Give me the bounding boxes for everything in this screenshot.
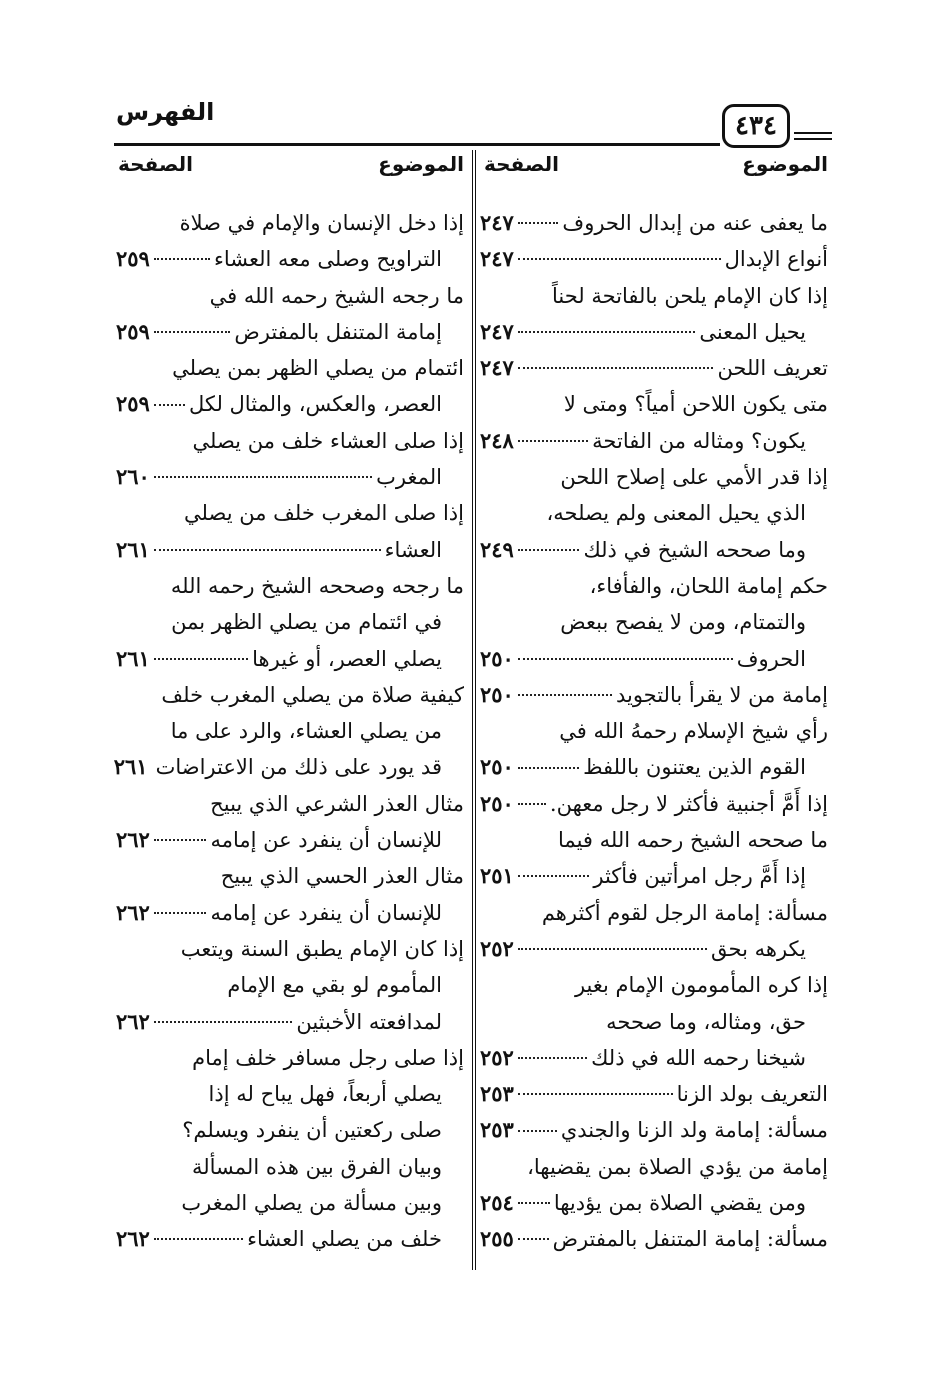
leader-dots <box>154 1021 293 1023</box>
index-entry-line <box>116 386 464 422</box>
left-col-page-label: الصفحة <box>118 152 194 176</box>
index-entry-line <box>480 386 828 422</box>
entry-text: الحروف <box>736 646 806 671</box>
index-entry-line <box>116 1004 464 1040</box>
entry-page-number: ٢٦٢ <box>116 1008 150 1034</box>
entry-text: مثال العذر الشرعي الذي يبيح <box>210 791 464 816</box>
index-entry-line <box>480 495 828 531</box>
column-divider <box>472 150 476 1270</box>
entry-text: إذا صلى العشاء خلف من يصلي <box>192 428 464 453</box>
index-entry-line <box>116 1149 464 1185</box>
entry-page-number: ٢٥٤ <box>480 1190 514 1216</box>
entry-text: للإنسان أن ينفرد عن إمامه <box>210 900 442 925</box>
index-entry-line <box>480 532 828 568</box>
entry-page-number: ٢٤٧ <box>480 355 514 381</box>
index-entry-line <box>116 278 464 314</box>
entry-text: شيخنا رحمه الله في ذلك <box>591 1045 806 1070</box>
entry-text: ائتمام من يصلي الظهر بمن يصلي <box>172 356 464 381</box>
entry-text: ما رجحه الشيخ رحمه الله في <box>209 283 464 308</box>
index-entry-line <box>480 786 828 822</box>
entry-text: إذا صلى المغرب خلف من يصلي <box>184 501 464 526</box>
entry-text: المغرب <box>376 465 442 490</box>
entry-text: إذا كان الإمام يلحن بالفاتحة لحناً <box>551 283 828 308</box>
index-entry-line <box>480 350 828 386</box>
entry-page-number: ٢٥٩ <box>116 318 150 344</box>
index-entry-line <box>480 1076 828 1112</box>
entry-text: في ائتمام من يصلي الظهر بمن <box>171 610 442 635</box>
entry-text: مثال العذر الحسي الذي يبيح <box>220 864 464 889</box>
entry-text: المأموم لو بقي مع الإمام <box>227 973 442 998</box>
index-entry-line <box>480 1185 828 1221</box>
index-entry-line <box>480 1112 828 1148</box>
entry-page-number: ٢٦٢ <box>116 899 150 925</box>
leader-dots <box>518 658 733 660</box>
entry-text: إذا دخل الإنسان والإمام في صلاة <box>179 211 464 235</box>
index-entry-line <box>480 423 828 459</box>
entry-page-number: ٢٥٠ <box>480 754 514 780</box>
leader-dots <box>518 694 612 696</box>
entry-page-number: ٢٦١ <box>116 536 150 562</box>
header-rule-right-2 <box>794 138 832 140</box>
header-rule <box>114 143 720 146</box>
entry-page-number: ٢٤٧ <box>480 318 514 344</box>
entry-page-number: ٢٤٨ <box>480 427 514 453</box>
index-entry-line <box>480 459 828 495</box>
entry-text: للإنسان أن ينفرد عن إمامه <box>210 828 442 853</box>
index-entry-line <box>480 895 828 931</box>
entry-text: إذا أَمَّ رجل امرأتين فأكثر <box>593 864 806 889</box>
entry-text: إذا صلى رجل مسافر خلف إمام <box>192 1045 464 1070</box>
index-entry-line <box>116 858 464 894</box>
entry-text: إذا كره المأمومون الإمام بغير <box>574 973 828 998</box>
entry-text: يكون؟ ومثاله من الفاتحة <box>592 428 806 453</box>
index-entry-line <box>116 1221 464 1257</box>
entry-text: القوم الذين يعتنون باللفظ <box>583 755 806 780</box>
entry-text: إذا أَمَّ أجنبية فأكثر لا رجل معهن. <box>549 791 828 816</box>
leader-dots <box>518 222 559 224</box>
entry-text: أنواع الإبدال <box>724 247 828 272</box>
index-entry-line <box>116 931 464 967</box>
entry-page-number: ٢٤٩ <box>480 536 514 562</box>
entry-page-number: ٢٥٣ <box>480 1081 514 1107</box>
entry-text: مسألة: إمامة المتنفل بالمفترض <box>552 1227 828 1252</box>
index-entry-line <box>480 1004 828 1040</box>
leader-dots <box>154 476 372 478</box>
leader-dots <box>518 331 695 333</box>
index-entry-line <box>480 641 828 677</box>
entry-page-number: ٢٥١ <box>480 863 514 889</box>
leader-dots <box>518 767 579 769</box>
leader-dots <box>518 1238 549 1240</box>
entry-text: وبيان الفرق بين هذه المسألة <box>191 1154 442 1179</box>
index-entry-line <box>116 205 464 241</box>
right-col-topic-label: الموضوع <box>742 152 828 176</box>
index-entry-line <box>116 641 464 677</box>
index-entry-line <box>480 1149 828 1185</box>
leader-dots <box>154 912 207 914</box>
leader-dots <box>518 440 588 442</box>
index-entry-line <box>480 677 828 713</box>
left-column <box>113 205 464 1258</box>
entry-page-number: ٢٥٠ <box>480 645 514 671</box>
entry-text: إمامة من لا يقرأ بالتجويد <box>615 682 828 707</box>
entry-text: مسألة: إمامة ولد الزنا والجندي <box>560 1118 828 1143</box>
entry-text: العشاء <box>384 537 442 562</box>
index-entry-line <box>480 1040 828 1076</box>
index-entry-line <box>480 822 828 858</box>
entry-text: يصلي أربعاً، فهل يباح له إذا <box>208 1082 442 1107</box>
index-entry-line <box>116 350 464 386</box>
entry-text: العصر، والعكس، والمثال لكل <box>188 392 442 417</box>
index-entry-line <box>116 822 464 858</box>
entry-text: إذا قدر الأمي على إصلاح اللحن <box>560 465 828 490</box>
leader-dots <box>518 875 590 877</box>
entry-text: التعريف بولد الزنا <box>676 1082 828 1107</box>
entry-page-number: ٢٦٢ <box>116 1226 150 1252</box>
entry-page-number: ٢٤٧ <box>480 210 514 235</box>
entry-text: إمامة المتنفل بالمفترض <box>234 319 442 344</box>
leader-dots <box>154 549 381 551</box>
entry-text: صلى ركعتين أن ينفرد ويسلم؟ <box>182 1118 442 1143</box>
entry-text: ما رجحه وصححه الشيخ رحمه الله <box>170 573 464 598</box>
entry-page-number: ٢٥٠ <box>480 681 514 707</box>
index-entry-line <box>480 713 828 749</box>
index-entry-line <box>116 895 464 931</box>
index-entry-line <box>480 749 828 785</box>
entry-text: مسألة: إمامة الرجل لقوم أكثرهم <box>541 900 828 925</box>
entry-text: وما صححه الشيخ في ذلك <box>583 537 806 562</box>
leader-dots <box>518 1057 587 1059</box>
entry-text: لمدافعته الأخبثين <box>296 1009 442 1034</box>
entry-text: تعريف اللحن <box>717 356 828 381</box>
leader-dots <box>518 258 721 260</box>
entry-text: حكم إمامة اللحان، والفأفاء، <box>589 573 828 598</box>
entry-text: الذي يحيل المعنى ولم يصلحه، <box>546 501 806 526</box>
index-entry-line <box>480 278 828 314</box>
index-entry-line <box>116 241 464 277</box>
leader-dots <box>154 404 185 406</box>
entry-text: والتمتام، ومن لا يفصح ببعض <box>560 610 806 635</box>
entry-text: إذا كان الإمام يطبق السنة ويتعب <box>180 936 464 961</box>
entry-page-number: ٢٥٢ <box>480 1044 514 1070</box>
leader-dots <box>154 258 210 260</box>
index-entry-line <box>116 1112 464 1148</box>
entry-page-number: ٢٦٢ <box>116 827 150 853</box>
index-entry-line <box>480 931 828 967</box>
entry-page-number: ٢٦١ <box>116 645 150 671</box>
index-entry-line <box>116 568 464 604</box>
index-entry-line <box>116 423 464 459</box>
entry-text: ومن يقضي الصلاة بمن يؤديها <box>553 1191 806 1216</box>
index-entry-line <box>480 314 828 350</box>
entry-text: ما صححه الشيخ رحمه الله فيما <box>558 828 828 853</box>
index-entry-line <box>116 1185 464 1221</box>
index-entry-line <box>480 604 828 640</box>
index-entry-line <box>480 568 828 604</box>
leader-dots <box>518 803 546 805</box>
index-entry-line <box>116 604 464 640</box>
leader-dots <box>518 1202 550 1204</box>
entry-text: التراويح وصلى معه العشاء <box>214 247 442 272</box>
index-entry-line <box>116 967 464 1003</box>
index-entry-line <box>116 532 464 568</box>
entry-text: حق، ومثاله، وما صححه <box>606 1009 806 1034</box>
index-entry-line <box>116 713 464 749</box>
entry-page-number: ٢٥٩ <box>116 391 150 417</box>
index-entry-line <box>116 1040 464 1076</box>
entry-text: من يصلي العشاء، والرد على ما <box>170 719 442 744</box>
leader-dots <box>154 658 248 660</box>
index-entry-line <box>116 677 464 713</box>
entry-page-number: ٢٥٩ <box>116 246 150 272</box>
leader-dots <box>518 367 714 369</box>
entry-page-number: ٢٥٢ <box>480 935 514 961</box>
entry-page-number: ٢٦٠ <box>116 464 150 490</box>
entry-text: خلف من يصلي العشاء <box>247 1227 442 1252</box>
entry-text: يحيل المعنى <box>699 319 806 344</box>
leader-dots <box>154 839 207 841</box>
leader-dots <box>518 1093 673 1095</box>
entry-text: ما يعفى عنه من إبدال الحروف <box>562 211 828 235</box>
index-entry-line <box>480 967 828 1003</box>
index-entry-line <box>116 495 464 531</box>
index-entry-line <box>480 241 828 277</box>
index-entry-line <box>116 459 464 495</box>
index-entry-line <box>116 786 464 822</box>
right-column <box>480 205 828 1258</box>
running-title: الفهرس <box>116 98 215 126</box>
index-entry-line <box>116 314 464 350</box>
index-entry-line <box>116 1076 464 1112</box>
entry-text: رأي شيخ الإسلام رحمهُ الله في <box>559 719 828 744</box>
entry-text: يكرهه بحق <box>711 936 806 961</box>
index-entry-line <box>113 749 464 785</box>
leader-dots <box>154 1238 243 1240</box>
entry-text: متى يكون اللاحن أمياً؟ ومتى لا <box>563 392 828 417</box>
entry-text: يصلي العصر، أو غيرها <box>252 646 442 671</box>
header-rule-right <box>794 132 832 134</box>
entry-page-number: ٢٤٧ <box>480 246 514 272</box>
entry-page-number: ٢٥٠ <box>480 790 514 816</box>
entry-text: قد يورد على ذلك من الاعتراضات <box>155 755 442 780</box>
entry-page-number: ٢٥٥ <box>480 1226 514 1252</box>
index-entry-line <box>480 205 828 241</box>
index-entry-line <box>480 1221 828 1257</box>
entry-page-number: ٢٦١ <box>113 754 148 780</box>
left-col-topic-label: الموضوع <box>378 152 464 176</box>
page-number: ٤٣٤ <box>722 104 790 148</box>
entry-text: كيفية صلاة من يصلي المغرب خلف <box>161 682 464 707</box>
leader-dots <box>154 331 231 333</box>
entry-page-number: ٢٥٣ <box>480 1117 514 1143</box>
entry-text: إمامة من يؤدي الصلاة بمن يقضيها، <box>527 1154 828 1179</box>
leader-dots <box>518 1130 557 1132</box>
index-entry-line <box>480 858 828 894</box>
leader-dots <box>518 948 707 950</box>
leader-dots <box>518 549 580 551</box>
right-col-page-label: الصفحة <box>484 152 560 176</box>
entry-text: وبين مسألة من يصلي المغرب <box>181 1191 442 1216</box>
